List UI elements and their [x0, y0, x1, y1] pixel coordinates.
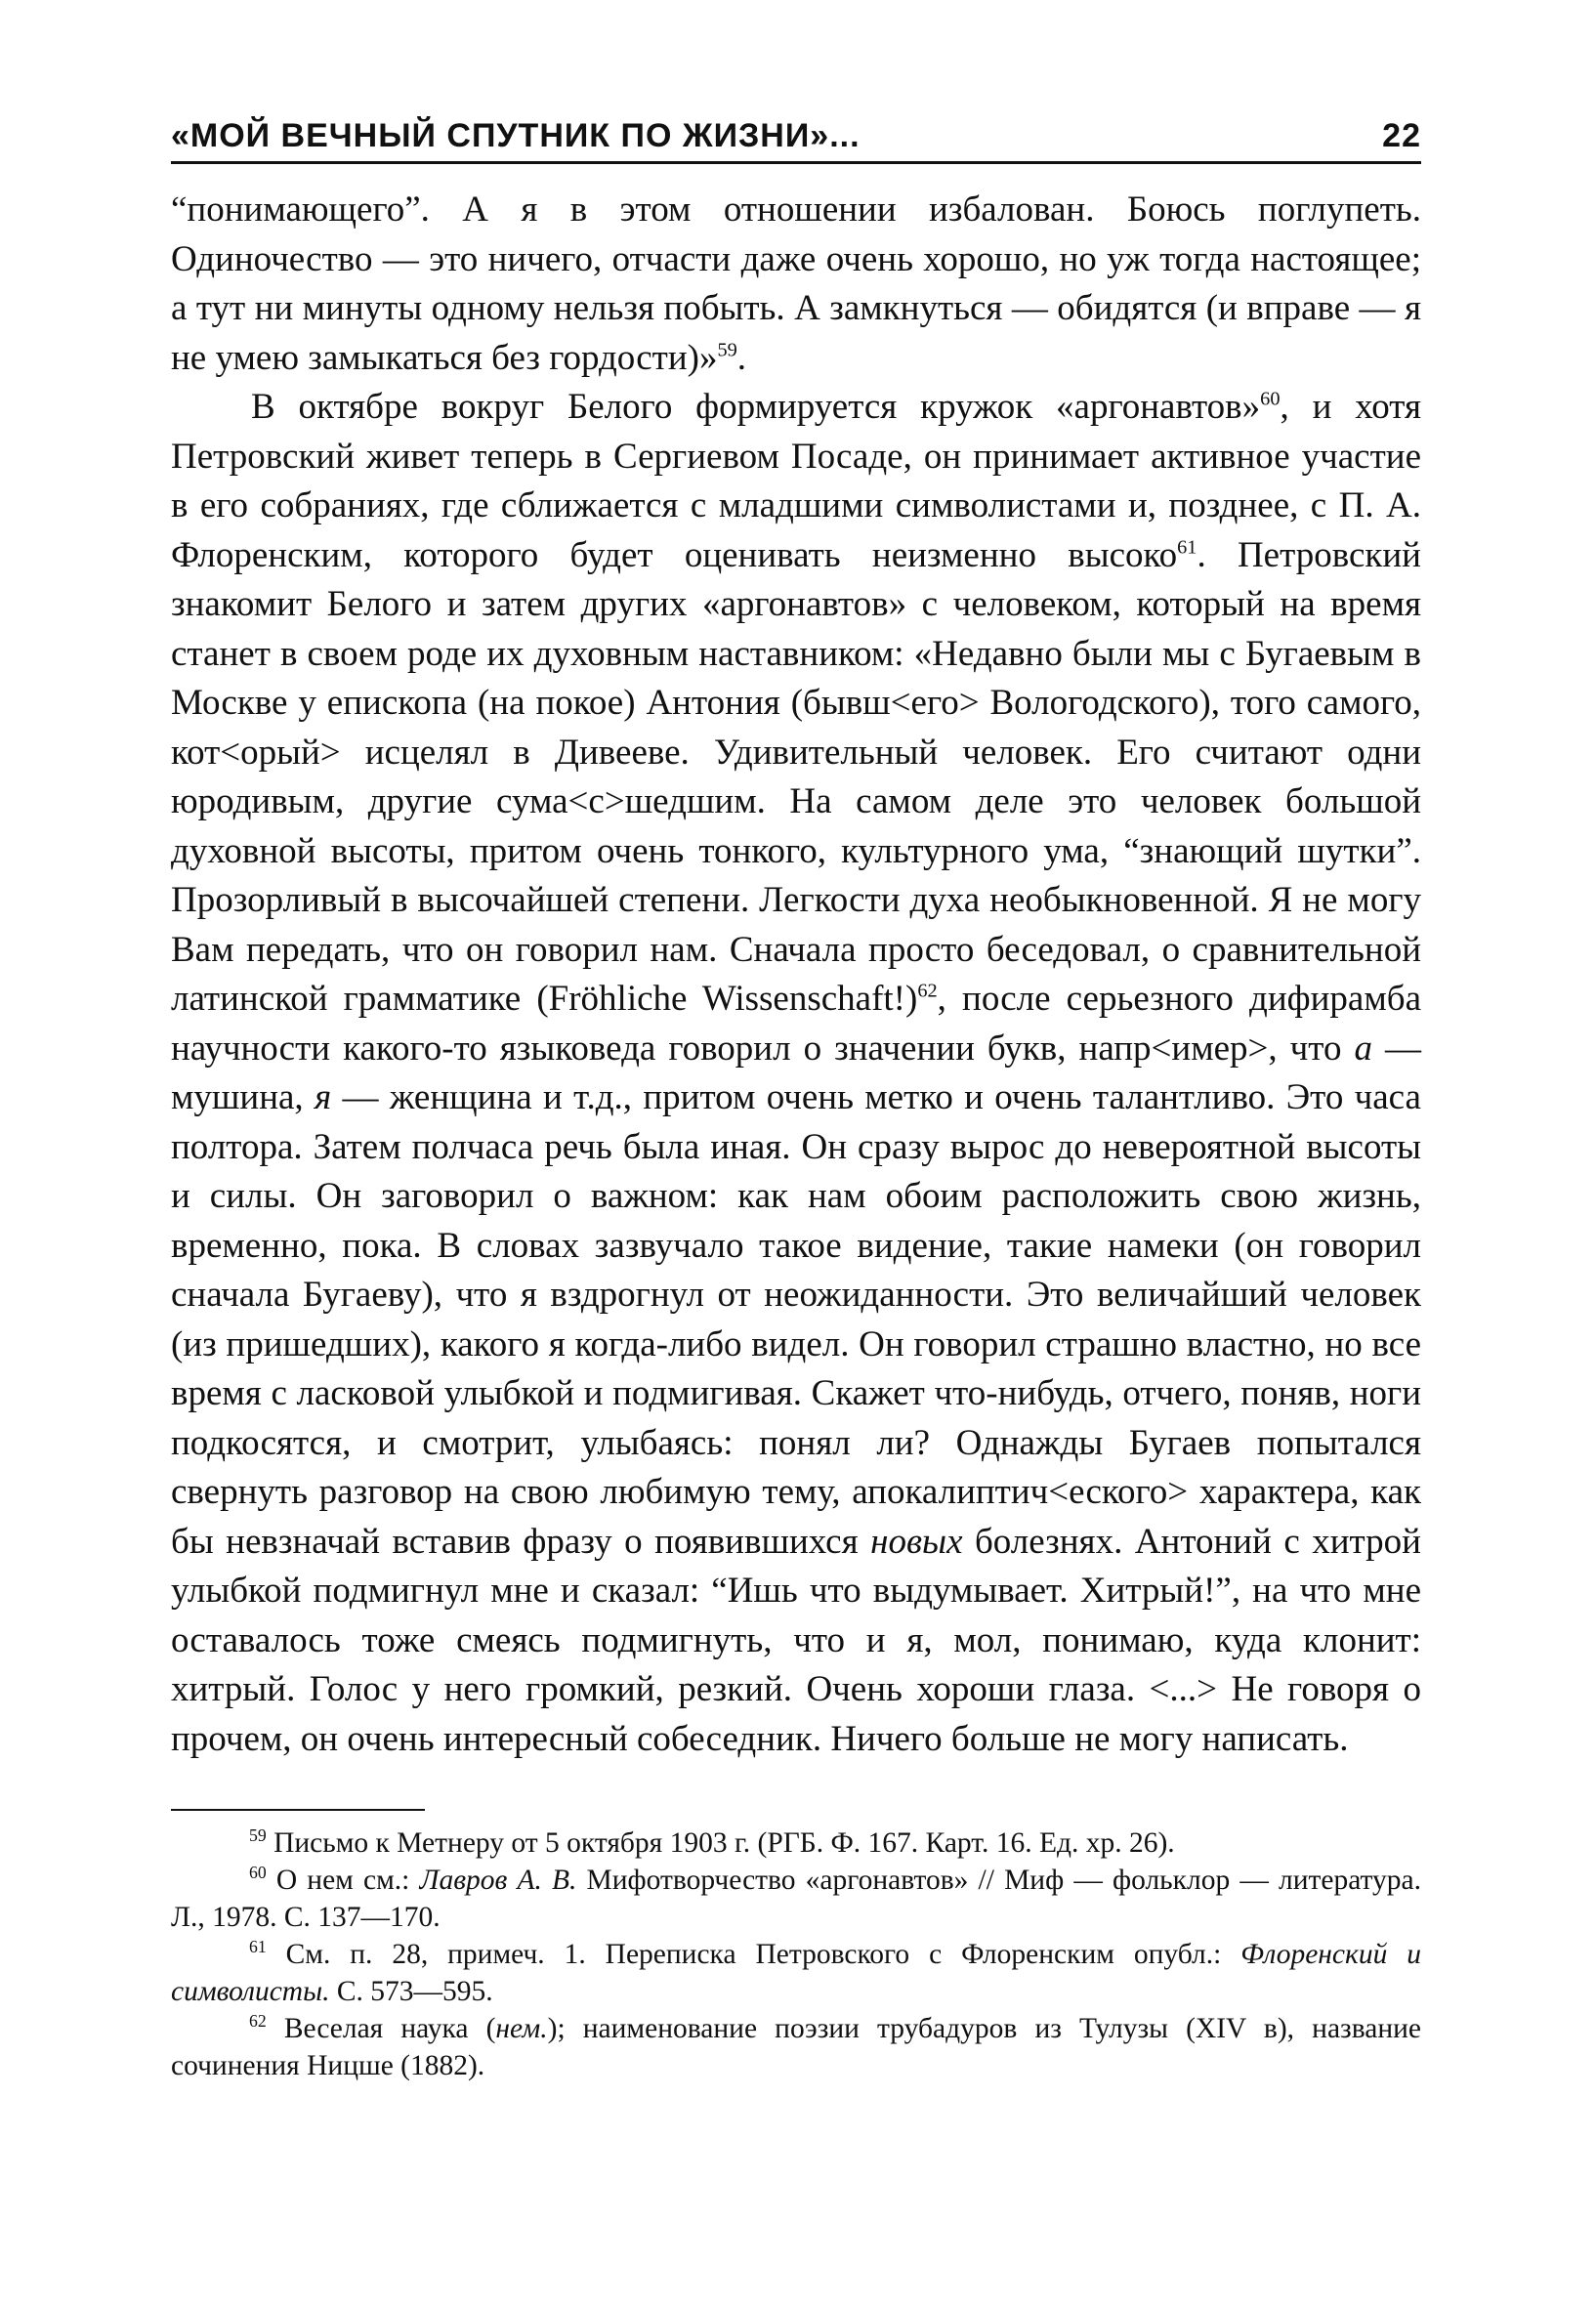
book-page [171, 117, 1421, 2084]
running-head [171, 117, 1421, 164]
page-number: 22 [1382, 117, 1421, 154]
italic-letter-ya: я [315, 1077, 332, 1117]
footnote-ref-59: 59 [717, 339, 737, 361]
footnote-59: $^{59}$ Письмо к Метнеру от 5 октября 1903 г. (РГБ. Ф. 167. Карт. 16. Ед. хр. 26). [249, 1825, 1175, 1859]
footnote-ref-61: 61 [1177, 536, 1197, 559]
footnote-62: $^{62}$ Веселая наука (нем.); наименование поэзии трубадуров из Тулузы (XIV в), название сочинения Ницше (1882). [171, 2011, 1421, 2081]
footnote-61: $^{61}$ См. п. 28, примеч. 1. Переписка Петровского с Флоренским опубл.: Флоренский и символисты. С. 573—595. [171, 1937, 1421, 2007]
italic-word-novyh: новых [870, 1521, 963, 1562]
running-head-title: «МОЙ ВЕЧНЫЙ СПУТНИК ПО ЖИЗНИ»... [171, 117, 861, 154]
paragraph-continuation: “понимающего”. А я в этом отношении избалован. Боюсь поглупеть. Одиночество — это ничего, отчасти даже очень хорошо, но уж тогда настоящее; а тут ни минуты одному нельзя побыть. А замкнуться — обидятся (и вправе — я не умею замыкаться без гордости)»$^{59}$. [171, 189, 1421, 378]
paragraph-argonauts: В октябре вокруг Белого формируется кружок «аргонавтов»$^{60}$, и хотя Петровский живет теперь в Сергиевом Посаде, он принимает активное участие в его собраниях, где сближается с младшими символистами и, позднее, с П. А. Флоренским, которого будет оценивать неизменно высоко$^{61}$. Петровский знакомит Белого и затем других «аргонавтов» с человеком, который на время станет в своем роде их духовным наставником: «Недавно были мы с Бугаевым в Москве у епископа (на покое) Антония (бывш<его> Вологодского), того самого, кот<орый> исцелял в Дивееве. Удивительный человек. Его считают одни юродивым, другие сума<с>шедшим. На самом деле это человек большой духовной высоты, притом очень тонкого, культурного ума, “знающий шутки”. Прозорливый в высочайшей степени. Легкости духа необыкновенной. Я не могу Вам передать, что он говорил нам. Сначала просто беседовал, о сравнительной латинской грамматике (Fröhliche Wissenschaft!)$^{62}$, после серьезного дифирамба научности какого-то языковеда говорил о значении букв, напр<имер>, что а — мушина, я — женщина и т.д., притом очень метко и очень талантливо. Это часа полтора. Затем полчаса речь была иная. Он сразу вырос до невероятной высоты и силы. Он заговорил о важном: как нам обоим расположить свою жизнь, временно, пока. В словах зазвучало такое видение, такие намеки (он говорил сначала Бугаеву), что я вздрогнул от неожиданности. Это величайший человек (из пришедших), какого я когда-либо видел. Он говорил страшно властно, но все время с ласковой улыбкой и подмигивая. Скажет что-нибудь, отчего, поняв, ноги подкосятся, и смотрит, улыбаясь: понял ли? Однажды Бугаев попытался свернуть разговор на свою любимую тему, апокалиптич<еского> характера, как бы невзначай вставив фразу о появившихся новых болезнях. Антоний с хитрой улыбкой подмигнул мне и сказал: “Ишь что выдумывает. Хитрый!”, на что мне оставалось тоже смеясь подмигнуть, что и я, мол, понимаю, куда клонит: хитрый. Голос у него громкий, резкий. Очень хороши глаза. <...> Не говоря о прочем, он очень интересный собеседник. Ничего больше не могу написать. [171, 387, 1422, 1759]
footnotes [171, 1825, 1421, 2084]
footnote-ref-62: 62 [917, 980, 938, 1002]
footnote-60: $^{60}$ О нем см.: Лавров А. В. Мифотворчество «аргонавтов» // Миф — фольклор — литература. Л., 1978. С. 137—170. [171, 1863, 1422, 1933]
footnote-ref-60: 60 [1260, 388, 1281, 410]
footnote-separator [171, 1809, 425, 1811]
italic-letter-a: а [1354, 1028, 1372, 1069]
main-text [171, 186, 1421, 1764]
